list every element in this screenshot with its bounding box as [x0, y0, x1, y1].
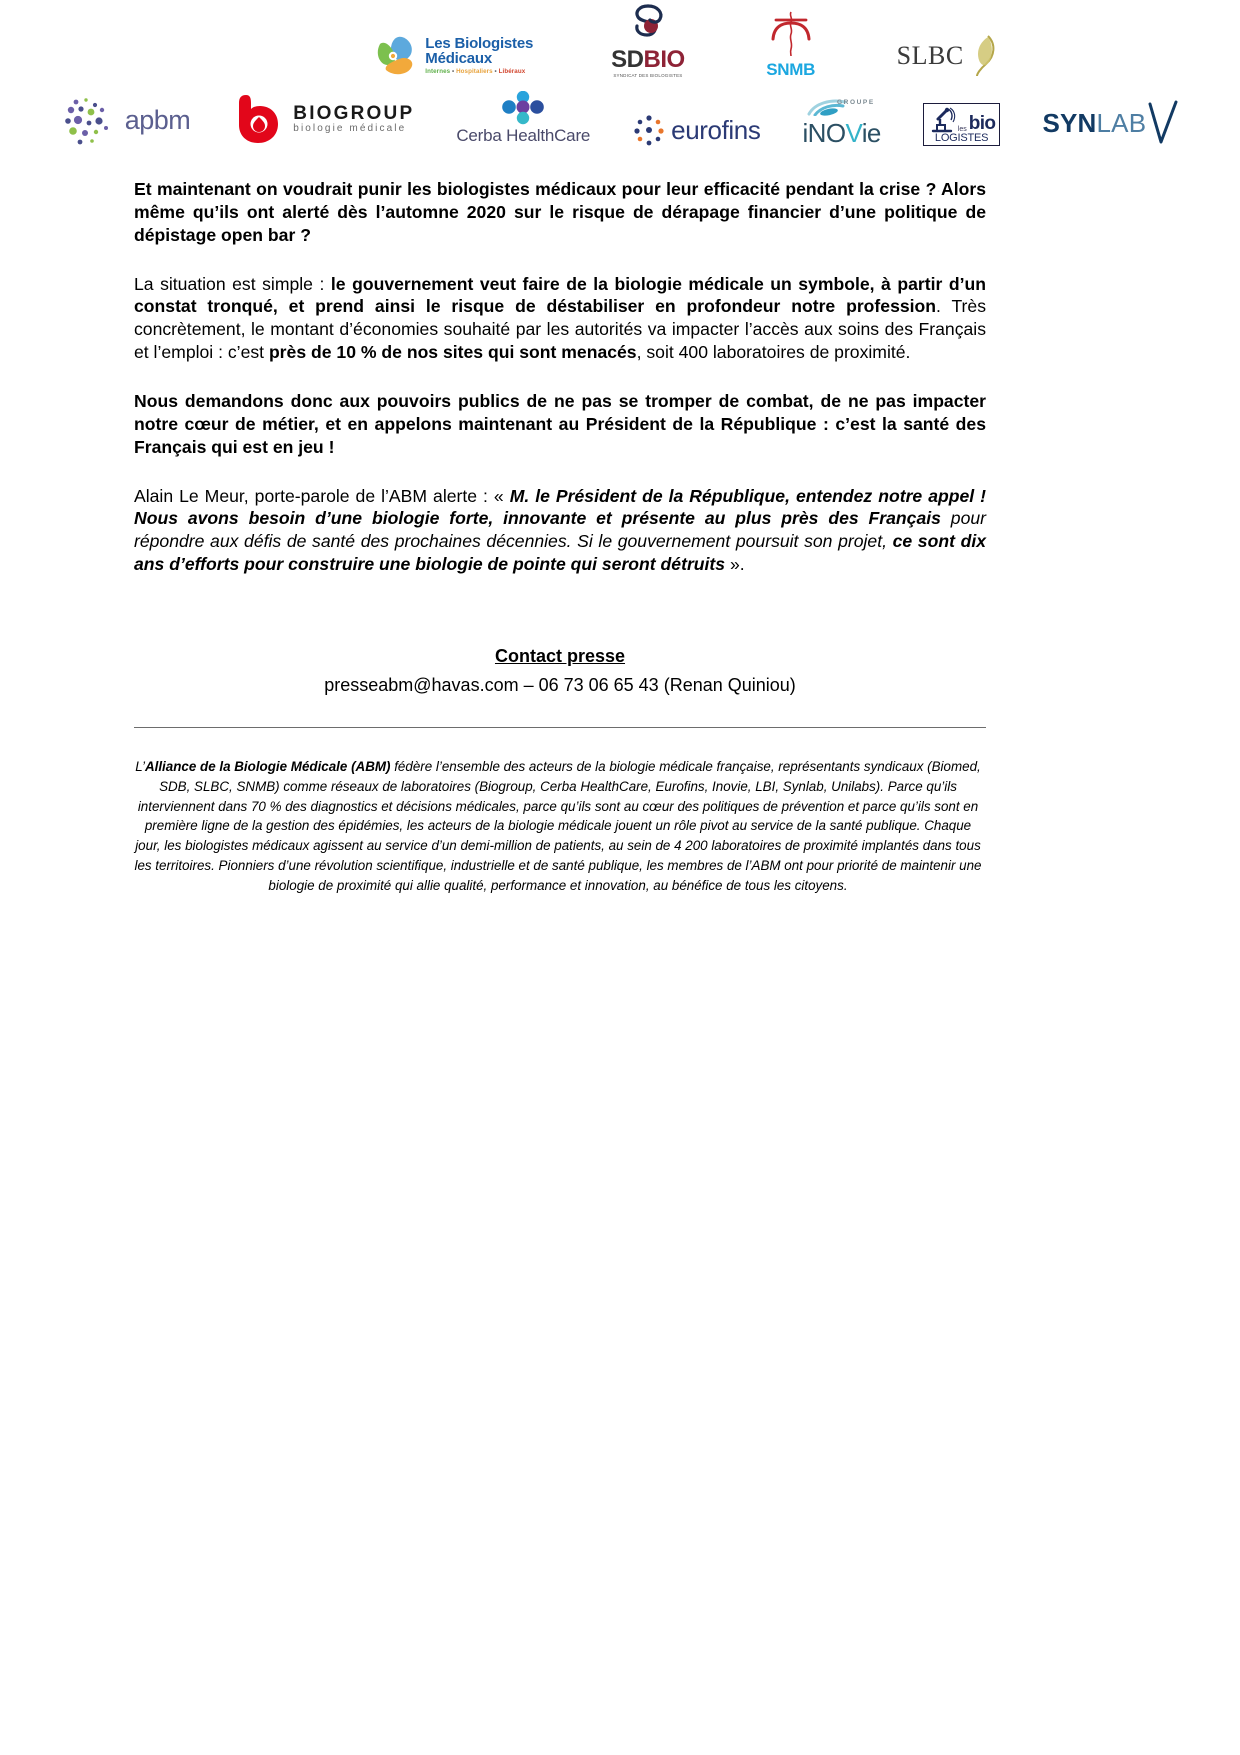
synlab-syn: SYN	[1042, 107, 1097, 138]
biologistes-bio: bio	[968, 113, 996, 134]
inovie-kicker: GROUPE	[837, 99, 875, 106]
article-body	[134, 178, 986, 596]
logo-eurofins	[632, 114, 760, 146]
apbm-wordmark: apbm	[124, 104, 191, 135]
logo-les-biologistes-medicaux	[372, 34, 533, 78]
lbm-line1: Les Biologistes	[425, 35, 534, 53]
inovie-word-b: ie	[861, 118, 881, 148]
eurofins-dots-icon	[632, 114, 666, 146]
biogroup-line1: BIOGROUP	[293, 102, 415, 124]
lbm-sub-sep1: •	[451, 68, 455, 76]
lbm-sub-hospitaliers: Hospitaliers	[456, 68, 493, 76]
horizontal-divider	[134, 727, 986, 728]
biogroup-mark	[232, 92, 286, 146]
synlab-check-icon	[1148, 100, 1178, 146]
paragraph-quote: Alain Le Meur, porte-parole de l’ABM alerte : « M. le Président de la République, entendez notre appel ! Nous avons besoin d’une biologie forte, innovante et présente au plus près des Français pour répondre aux défis de santé des prochaines décennies. Si le gouvernement poursuit son projet, ce sont dix ans d’efforts pour construire une biologie de pointe qui seront détruits ».	[134, 485, 986, 575]
sdbio-bio: BIO	[643, 45, 685, 73]
cerba-flower-icon	[495, 91, 551, 125]
les-biologistes-medicaux-mark	[372, 34, 418, 78]
logo-apbm	[62, 94, 191, 146]
paragraph-demande: Nous demandons donc aux pouvoirs publics de ne pas se tromper de combat, de ne pas impacter notre cœur de métier, et en appelons maintenant au Président de la République : c’est la santé des Français qui est en jeu !	[134, 391, 986, 457]
logo-sdbio	[611, 4, 685, 79]
logo-inovie	[802, 98, 880, 146]
synlab-lab: LAB	[1096, 107, 1147, 138]
paragraph-situation: La situation est simple : le gouvernement veut faire de la biologie médicale un symbole, à partir d’un constat tronqué, et prend ainsi le risque de déstabiliser en profondeur notre profession. Très concrètement, le montant d’économies souhaité par les autorités va impacter l’accès aux soins des Français et l’emploi : c’est près de 10 % de nos sites qui sont menacés, soit 400 laboratoires de proximité.	[134, 273, 986, 363]
logo-snmb	[763, 11, 819, 78]
slbc-leaf-icon	[968, 34, 998, 78]
eurofins-wordmark: eurofins	[671, 114, 761, 145]
headline: Et maintenant on voudrait punir les biologistes médicaux pour leur efficacité pendant la crise ? Alors même qu’ils ont alerté dès l’automne 2020 sur le risque de dérapage financier d’une politique de dépistage open bar ?	[134, 179, 986, 245]
biologistes-les: les	[957, 126, 967, 133]
lbm-sub-sep2: •	[494, 68, 497, 76]
logo-band-bottom	[0, 78, 1240, 146]
microscope-icon	[928, 107, 956, 133]
about-abm-text: L’Alliance de la Biologie Médicale (ABM) fédère l’ensemble des acteurs de la biologie médicale française, représentants syndicaux (Biomed, SDB, SLBC, SNMB) comme réseaux de laboratoires (Biogroup, Cerba HealthCare, Eurofins, Inovie, LBI, Synlab, Unilabs). Parce qu’ils interviennent dans 70 % des diagnostics et décisions médicales, parce qu’ils sont au cœur des politiques de prévention et parce qu’ils sont en première ligne de la gestion des épidémies, les acteurs de la biologie médicale jouent un rôle pivot au service de la santé publique. Chaque jour, les biologistes médicaux agissent au service d’un demi-million de patients, au sein de 4 200 laboratoires de proximité implantés dans tous les territoires. Pionniers d’une révolution scientifique, industrielle et de santé publique, les membres de l’ABM ont pour priorité de maintenir une biologie de proximité qui allie qualité, performance et innovation, au bénéfice de tous les citoyens.	[134, 759, 982, 893]
inovie-word-v: V	[845, 118, 862, 148]
logo-slbc	[897, 34, 998, 78]
footer-boilerplate	[134, 757, 982, 896]
lbm-subtitle	[425, 69, 533, 75]
cerba-wordmark: Cerba HealthCare	[456, 126, 591, 145]
snmb-wordmark: SNMB	[766, 60, 816, 79]
contact-block	[134, 645, 986, 698]
apbm-dots-icon	[62, 94, 120, 146]
sdbio-subtitle: SYNDICAT DES BIOLOGISTES	[613, 72, 683, 78]
lbm-line2: Médicaux	[425, 50, 493, 68]
contact-title: Contact presse	[494, 646, 626, 666]
sdbio-sd: SD	[611, 45, 644, 73]
inovie-word-a: iNO	[802, 118, 846, 148]
logo-biogroup	[232, 92, 414, 146]
contact-details[interactable]: presseabm@havas.com – 06 73 06 65 43 (Renan Quiniou)	[324, 675, 796, 696]
biologistes-top-row	[928, 107, 996, 133]
synlab-wordmark	[1042, 108, 1146, 139]
logo-synlab	[1042, 100, 1178, 146]
lbm-sub-liberaux: Libéraux	[498, 68, 526, 76]
biologistes-logistes: LOGISTES	[934, 132, 989, 144]
sdbio-wordmark	[611, 45, 685, 73]
sdbio-mark	[627, 4, 669, 44]
logo-les-biologistes-logistes	[923, 103, 1001, 146]
inovie-wordmark	[802, 120, 880, 146]
lbm-sub-internes: Internes	[425, 68, 451, 76]
logo-cerba-healthcare	[456, 91, 590, 146]
snmb-mark	[763, 11, 819, 57]
slbc-wordmark: SLBC	[896, 41, 964, 70]
logo-band-top	[0, 0, 1240, 78]
biogroup-line2: biologie médicale	[293, 122, 407, 134]
